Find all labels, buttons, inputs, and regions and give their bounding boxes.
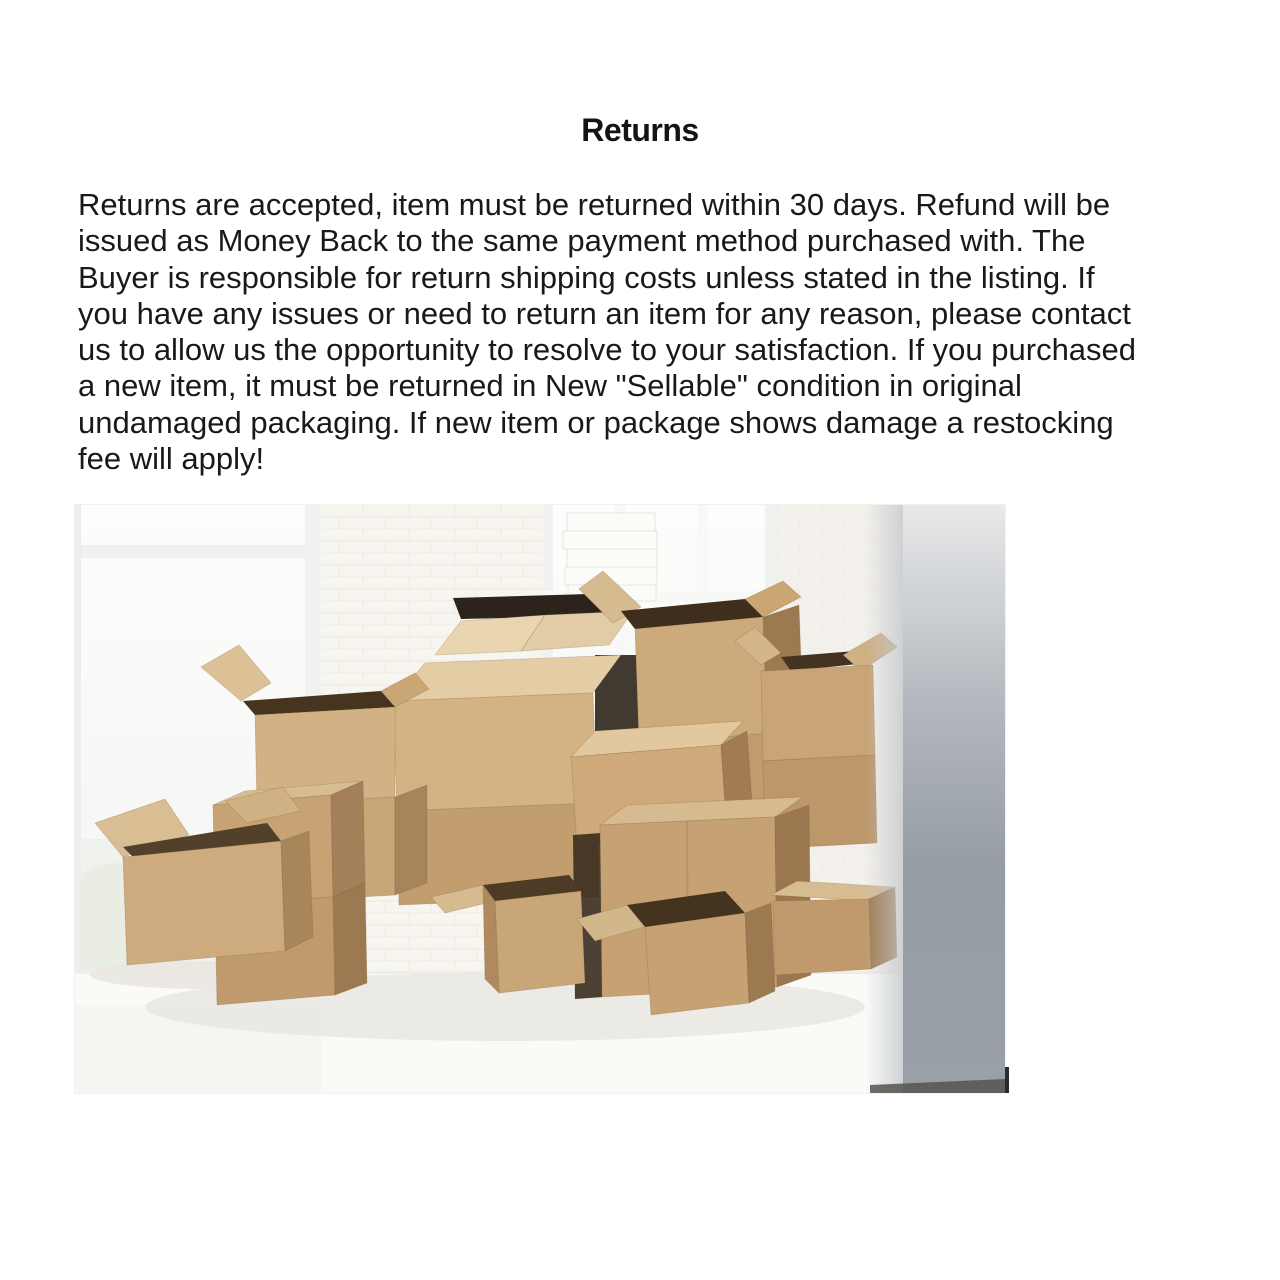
- moving-boxes-photo: [75, 505, 1005, 1093]
- page-title: Returns: [581, 112, 699, 148]
- moving-boxes-illustration: [75, 505, 1005, 1093]
- paragraph-line: Returns are accepted, item must be returned within 30 days. Refund will be: [78, 187, 1111, 222]
- paragraph-line: us to allow us the opportunity to resolve to your satisfaction. If you purchased: [78, 332, 1137, 368]
- gray-wall-band: [865, 505, 1005, 1093]
- paragraph-line: you have any issues or need to return an item for any reason, please contact: [78, 295, 1131, 331]
- text-cursor: [1005, 1067, 1009, 1093]
- paragraph-line: Buyer is responsible for return shipping costs unless stated in the listing. If: [78, 259, 1095, 295]
- paragraph-line: issued as Money Back to the same payment method purchased with. The: [78, 223, 1086, 259]
- paragraph-line: a new item, it must be returned in New "Sellable" condition in original: [78, 368, 1022, 404]
- returns-policy-text: [78, 187, 1136, 477]
- paragraph-line: undamaged packaging. If new item or package shows damage a restocking: [78, 404, 1114, 440]
- paragraph-line: fee will apply!: [78, 441, 265, 477]
